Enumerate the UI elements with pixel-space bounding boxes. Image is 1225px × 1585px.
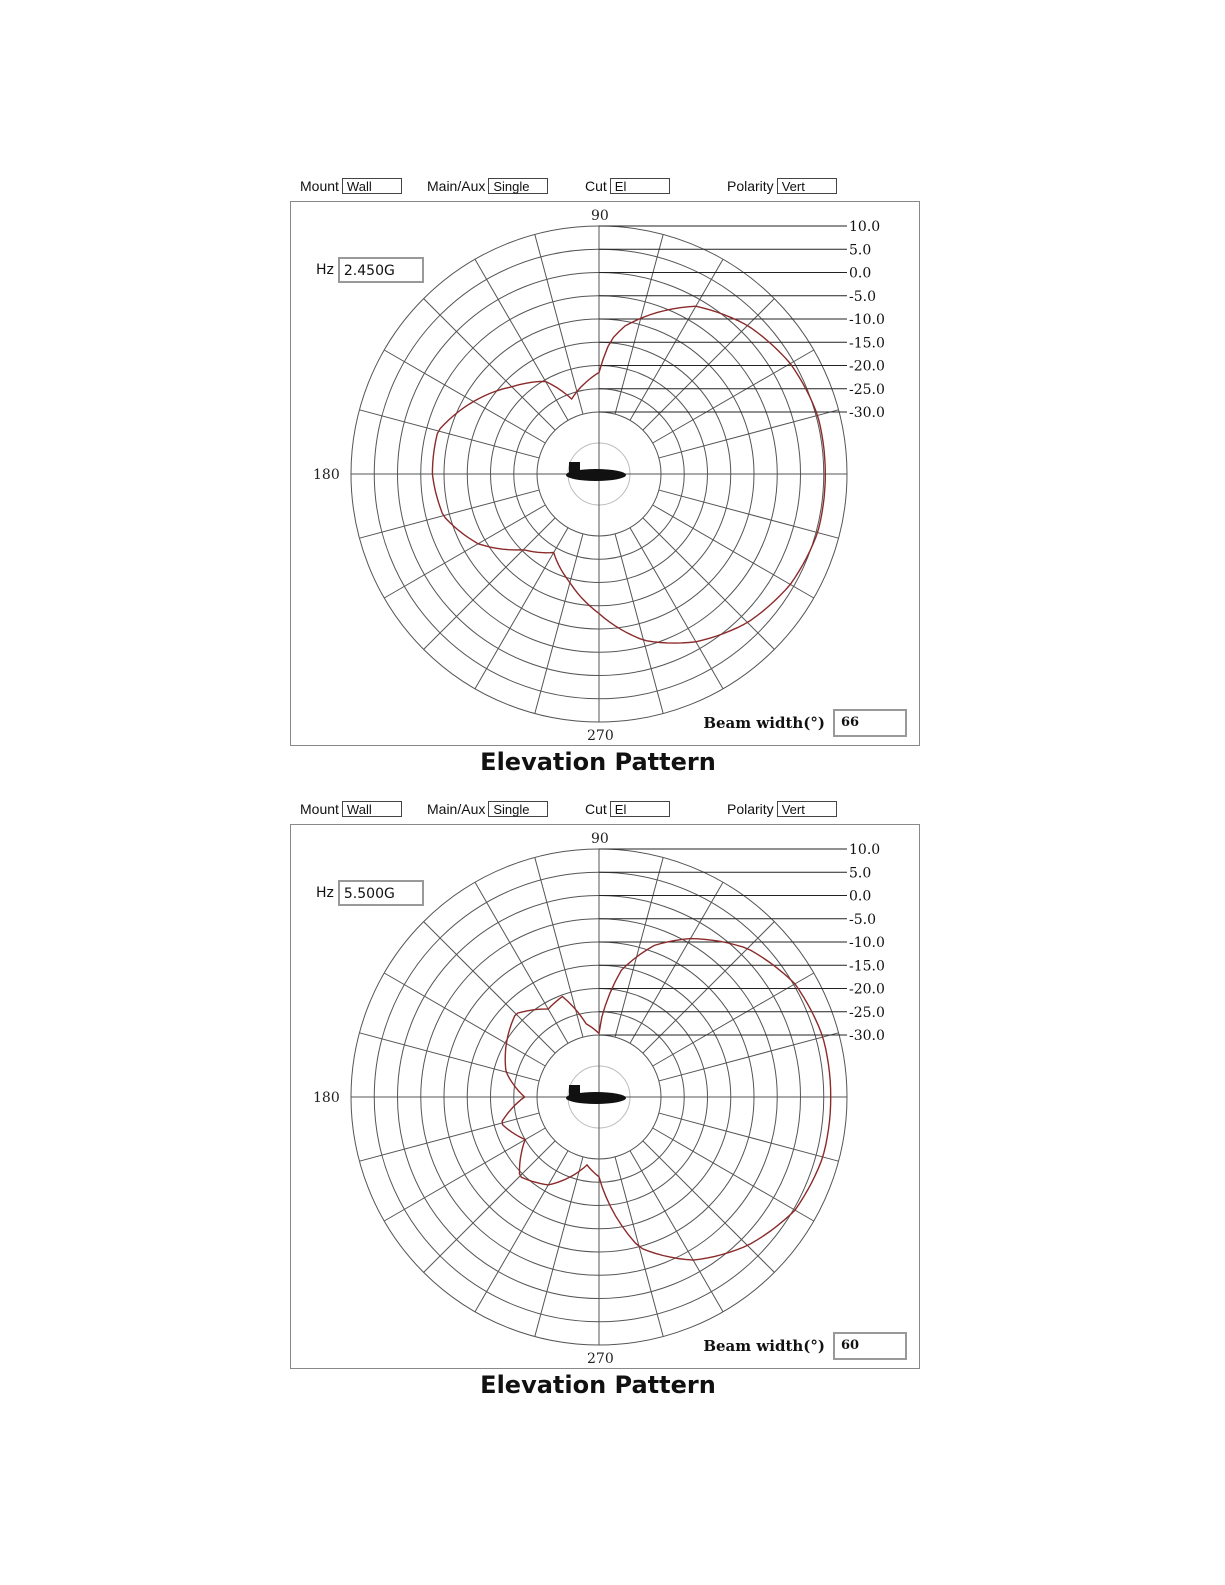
beam-width-value[interactable]: 66: [833, 709, 907, 737]
grid-spoke: [659, 1113, 839, 1161]
mainaux-label: Main/Aux: [427, 178, 486, 194]
chart-panel-1: [288, 176, 928, 801]
frequency-value[interactable]: 2.450G: [338, 257, 424, 283]
angle-label: 180: [313, 467, 340, 483]
cut-field: [585, 178, 670, 194]
device-mount-icon: [569, 462, 580, 474]
mainaux-field: [427, 801, 548, 817]
radial-tick-label: -30.0: [849, 405, 885, 421]
angle-label: 180: [313, 1090, 340, 1106]
radial-tick-label: -20.0: [849, 358, 885, 375]
cut-value[interactable]: El: [610, 801, 670, 817]
grid-spoke: [359, 1033, 539, 1081]
cut-value[interactable]: El: [610, 178, 670, 194]
grid-spoke: [535, 534, 583, 714]
radial-tick-label: -20.0: [849, 981, 885, 998]
radial-tick-label: -5.0: [849, 911, 876, 928]
radial-tick-label: 5.0: [849, 865, 872, 882]
mainaux-field: [427, 178, 548, 194]
header-row: [288, 799, 928, 821]
cut-label: Cut: [585, 801, 607, 817]
grid-spoke: [659, 410, 839, 458]
grid-spoke: [615, 234, 663, 414]
radial-tick-label: -10.0: [849, 935, 885, 951]
device-mount-icon: [569, 1085, 580, 1097]
radial-tick-label: -30.0: [849, 1028, 885, 1044]
plot-frame: [290, 201, 920, 746]
frequency-value[interactable]: 5.500G: [338, 880, 424, 906]
polar-plot: [291, 202, 921, 747]
plot-frame: [290, 824, 920, 1369]
radial-tick-label: -25.0: [849, 1004, 885, 1021]
polarity-field: [727, 801, 837, 817]
grid-spoke: [359, 1113, 539, 1161]
radial-tick-label: 10.0: [849, 219, 881, 235]
mount-label: Mount: [300, 178, 339, 194]
grid-spoke: [615, 534, 663, 714]
mainaux-label: Main/Aux: [427, 801, 486, 817]
radial-tick-label: 5.0: [849, 242, 872, 259]
radial-tick-label: -10.0: [849, 312, 885, 328]
beam-width-label: Beam width(°): [703, 714, 825, 732]
polarity-value[interactable]: Vert: [777, 178, 837, 194]
beam-width-value[interactable]: 60: [833, 1332, 907, 1360]
radial-tick-label: -15.0: [849, 958, 885, 975]
radial-tick-label: 0.0: [849, 888, 872, 905]
angle-label: 270: [587, 1351, 614, 1367]
chart-title: Elevation Pattern: [480, 748, 716, 776]
angle-label: 90: [591, 831, 609, 847]
radial-tick-label: -25.0: [849, 381, 885, 398]
polar-plot: [291, 825, 921, 1370]
radial-tick-label: -15.0: [849, 335, 885, 352]
grid-spoke: [659, 1033, 839, 1081]
mount-field: [300, 801, 402, 817]
frequency-field: [316, 257, 424, 283]
mainaux-value[interactable]: Single: [488, 178, 548, 194]
mount-field: [300, 178, 402, 194]
chart-title: Elevation Pattern: [480, 1371, 716, 1399]
radial-tick-label: -5.0: [849, 288, 876, 305]
radial-tick-label: 10.0: [849, 842, 881, 858]
chart-panel-2: [288, 799, 928, 1424]
radiation-pattern: [502, 939, 831, 1261]
hz-label: Hz: [316, 885, 334, 901]
frequency-field: [316, 880, 424, 906]
grid-spoke: [659, 490, 839, 538]
polarity-label: Polarity: [727, 178, 774, 194]
angle-label: 270: [587, 728, 614, 744]
grid-spoke: [359, 490, 539, 538]
beam-width-field: [703, 709, 907, 737]
mainaux-value[interactable]: Single: [488, 801, 548, 817]
mount-value[interactable]: Wall: [342, 801, 402, 817]
polarity-value[interactable]: Vert: [777, 801, 837, 817]
cut-label: Cut: [585, 178, 607, 194]
polarity-label: Polarity: [727, 801, 774, 817]
radial-tick-label: 0.0: [849, 265, 872, 282]
mount-value[interactable]: Wall: [342, 178, 402, 194]
radiation-pattern: [432, 306, 825, 643]
grid-spoke: [535, 234, 583, 414]
angle-label: 90: [591, 208, 609, 224]
beam-width-field: [703, 1332, 907, 1360]
hz-label: Hz: [316, 262, 334, 278]
grid-spoke: [615, 857, 663, 1037]
header-row: [288, 176, 928, 198]
grid-spoke: [359, 410, 539, 458]
polarity-field: [727, 178, 837, 194]
beam-width-label: Beam width(°): [703, 1337, 825, 1355]
mount-label: Mount: [300, 801, 339, 817]
cut-field: [585, 801, 670, 817]
